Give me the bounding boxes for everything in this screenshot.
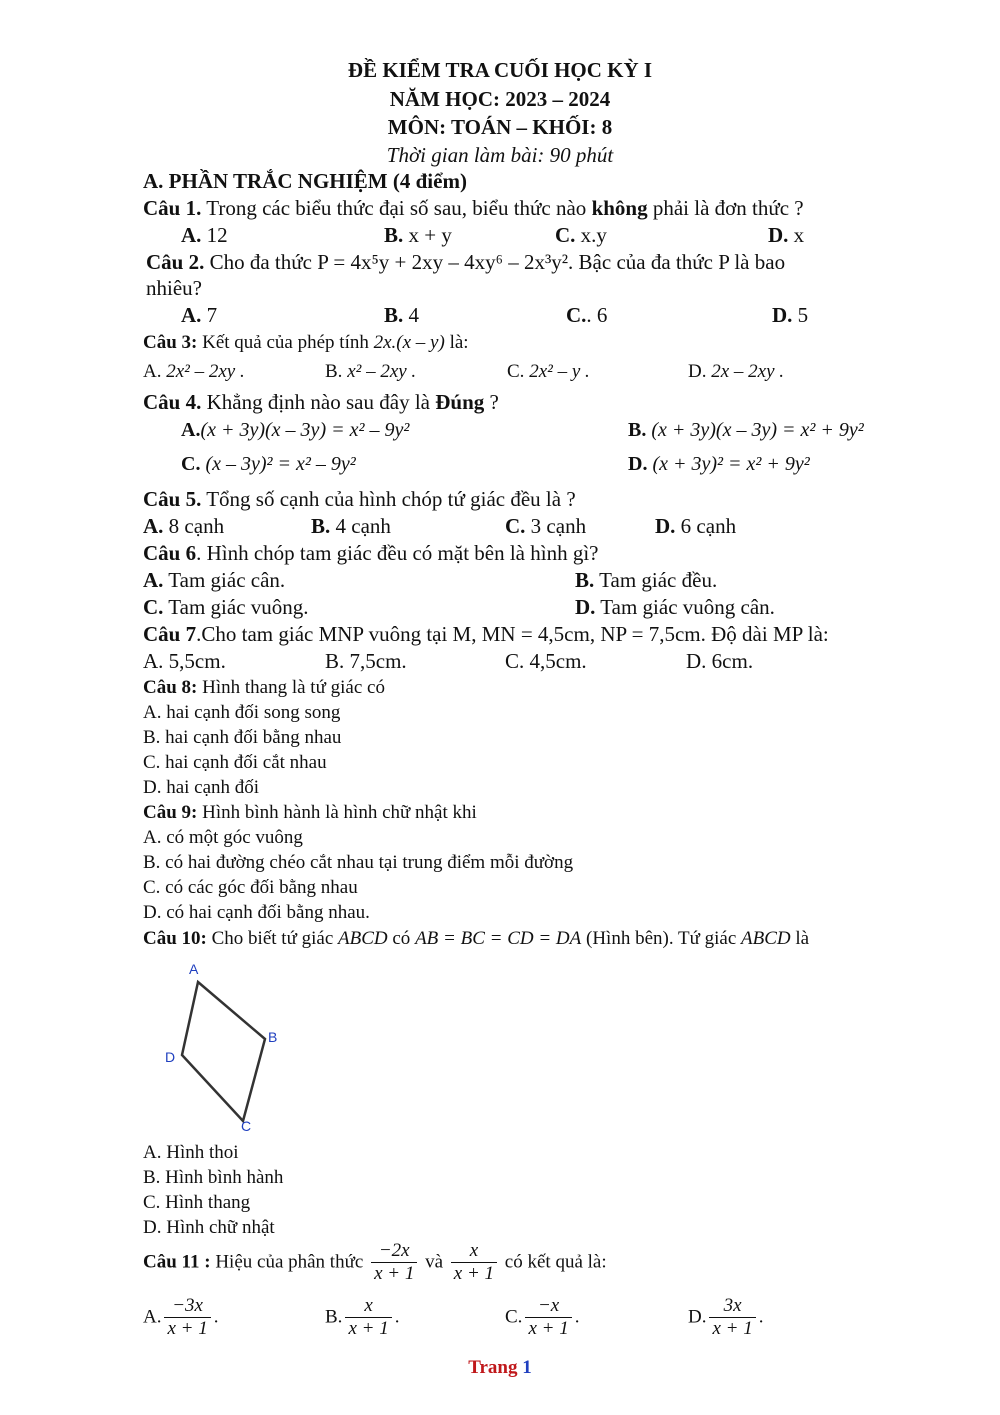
q8-option-b: B. hai cạnh đối bằng nhau: [143, 727, 342, 748]
question-4: Câu 4. Khẳng định nào sau đây là Đúng ?: [143, 390, 499, 414]
q4-emphasis: Đúng: [435, 390, 485, 414]
q8-option-a: A. hai cạnh đối song song: [143, 702, 341, 723]
q2-text: Bậc của đa thức P là bao: [573, 250, 786, 274]
q1-text-end: phải là đơn thức ?: [647, 196, 804, 220]
q1-text: Trong các biểu thức đại số sau, biểu thức nào: [201, 196, 592, 220]
question-8: Câu 8: Hình thang là tứ giác có: [143, 677, 385, 698]
q10-option-b: B. Hình bình hành: [143, 1167, 284, 1188]
q1-option-b: B. x + y: [384, 223, 452, 247]
q11-option-a: A. $\frac{-3x}{x + 1}$ .: [143, 1295, 219, 1339]
q2-option-c: C.. 6: [566, 303, 608, 327]
q7-option-c: C. 4,5cm.: [505, 649, 587, 673]
vertex-label-d: D: [165, 1049, 176, 1065]
q6-option-c: C. Tam giác vuông.: [143, 595, 309, 619]
exam-title: ĐỀ KIỂM TRA CUỐI HỌC KỲ I: [347, 58, 653, 82]
q10-option-c: C. Hình thang: [143, 1192, 251, 1213]
q5-option-b: B. 4 cạnh: [311, 514, 391, 538]
q3-expression: 2x.(x – y): [373, 332, 445, 353]
question-6: Câu 6. Hình chóp tam giác đều có mặt bên là hình gì?: [143, 541, 599, 565]
question-7: Câu 7.Cho tam giác MNP vuông tại M, MN = 4,5cm, NP = 7,5cm. Độ dài MP là:: [143, 622, 829, 646]
q6-option-b: B. Tam giác đều.: [575, 568, 718, 592]
q3-option-d: D. 2x – 2xy .: [688, 361, 785, 382]
question-9: Câu 9: Hình bình hành là hình chữ nhật khi: [143, 802, 477, 823]
q4-option-a: A.(x + 3y)(x – 3y) = x² – 9y²: [181, 419, 410, 441]
q2-polynomial: Cho đa thức P = 4x⁵y + 2xy – 4xy⁶ – 2x³y².: [204, 250, 574, 274]
section-a-heading: A. PHẦN TRẮC NGHIỆM (4 điểm): [143, 169, 467, 193]
vertex-label-c: C: [241, 1118, 252, 1134]
q11-option-c: C. $\frac{-x}{x + 1}$ .: [505, 1295, 580, 1339]
q3-option-b: B. x² – 2xy .: [325, 361, 417, 382]
page-word: Trang: [468, 1357, 518, 1378]
q8-option-c: C. hai cạnh đối cắt nhau: [143, 752, 327, 773]
q1-option-a: A. 12: [181, 223, 228, 247]
q11-fraction-2: $\frac{x}{x + 1}$: [451, 1240, 497, 1285]
q2-line2: nhiêu?: [146, 276, 202, 300]
question-3: Câu 3: Kết quả của phép tính 2x.(x – y) là:: [143, 332, 469, 353]
q5-option-a: A. 8 cạnh: [143, 514, 225, 538]
q4-label: Câu 4.: [143, 390, 202, 414]
q2-option-a: A. 7: [181, 303, 218, 327]
q9-option-a: A. có một góc vuông: [143, 827, 303, 848]
q3-label: Câu 3:: [143, 332, 198, 353]
q3-option-c: C. 2x² – y .: [507, 361, 590, 382]
q6-option-d: D. Tam giác vuông cân.: [575, 595, 775, 619]
q1-emphasis: không: [591, 196, 648, 220]
q9-option-b: B. có hai đường chéo cắt nhau tại trung điểm mỗi đường: [143, 852, 574, 873]
q4-option-c: C. (x – 3y)² = x² – 9y²: [181, 453, 356, 475]
q9-option-c: C. có các góc đối bằng nhau: [143, 877, 358, 898]
school-year: NĂM HỌC: 2023 – 2024: [389, 87, 611, 111]
vertex-label-a: A: [189, 961, 199, 977]
q4-option-d: D. (x + 3y)² = x² + 9y²: [628, 453, 810, 475]
time-limit: Thời gian làm bài: 90 phút: [386, 143, 614, 167]
q5-option-d: D. 6 cạnh: [655, 514, 737, 538]
q2-label: Câu 2.: [146, 250, 205, 274]
q7-option-d: D. 6cm.: [686, 649, 754, 673]
q6-option-a: A. Tam giác cân.: [143, 568, 286, 592]
question-1: [143, 196, 804, 221]
q2-option-b: B. 4: [384, 303, 420, 327]
question-11: Câu 11 : Hiệu của phân thức $\frac{-2x}{x + 1}$ và $\frac{x}{x + 1}$ có kết quả là:: [143, 1240, 607, 1284]
q1-option-c: C. x.y: [555, 223, 607, 247]
q11-option-d: D. $\frac{3x}{x + 1}$ .: [688, 1295, 764, 1339]
q7-option-b: B. 7,5cm.: [325, 649, 407, 673]
q7-option-a: A. 5,5cm.: [143, 649, 226, 673]
q11-option-b: B. $\frac{x}{x + 1}$ .: [325, 1295, 400, 1339]
question-2: [146, 250, 785, 275]
quadrilateral-abcd: [182, 982, 265, 1121]
q4-option-b: B. (x + 3y)(x – 3y) = x² + 9y²: [628, 419, 864, 441]
question-5: Câu 5. Tổng số cạnh của hình chóp tứ giác đều là ?: [143, 487, 576, 511]
q5-option-c: C. 3 cạnh: [505, 514, 587, 538]
q10-option-d: D. Hình chữ nhật: [143, 1217, 275, 1238]
page-footer: [0, 1357, 1000, 1379]
q8-option-d: D. hai cạnh đối: [143, 777, 260, 798]
question-10: Câu 10: Cho biết tứ giác ABCD có AB = BC = CD = DA (Hình bên). Tứ giác ABCD là: [143, 928, 810, 949]
q9-option-d: D. có hai cạnh đối bằng nhau.: [143, 902, 370, 923]
q1-option-d: D. x: [768, 223, 805, 247]
q11-fraction-1: $\frac{-2x}{x + 1}$: [371, 1240, 417, 1285]
page-number: 1: [522, 1357, 532, 1378]
vertex-label-b: B: [268, 1029, 278, 1045]
q2-option-d: D. 5: [772, 303, 809, 327]
q10-option-a: A. Hình thoi: [143, 1142, 239, 1163]
q1-label: Câu 1.: [143, 196, 202, 220]
q10-equation: AB = BC = CD = DA: [415, 928, 582, 949]
quadrilateral-figure: [150, 955, 290, 1140]
q3-option-a: A. 2x² – 2xy .: [143, 361, 245, 382]
subject-grade: MÔN: TOÁN – KHỐI: 8: [387, 115, 613, 139]
